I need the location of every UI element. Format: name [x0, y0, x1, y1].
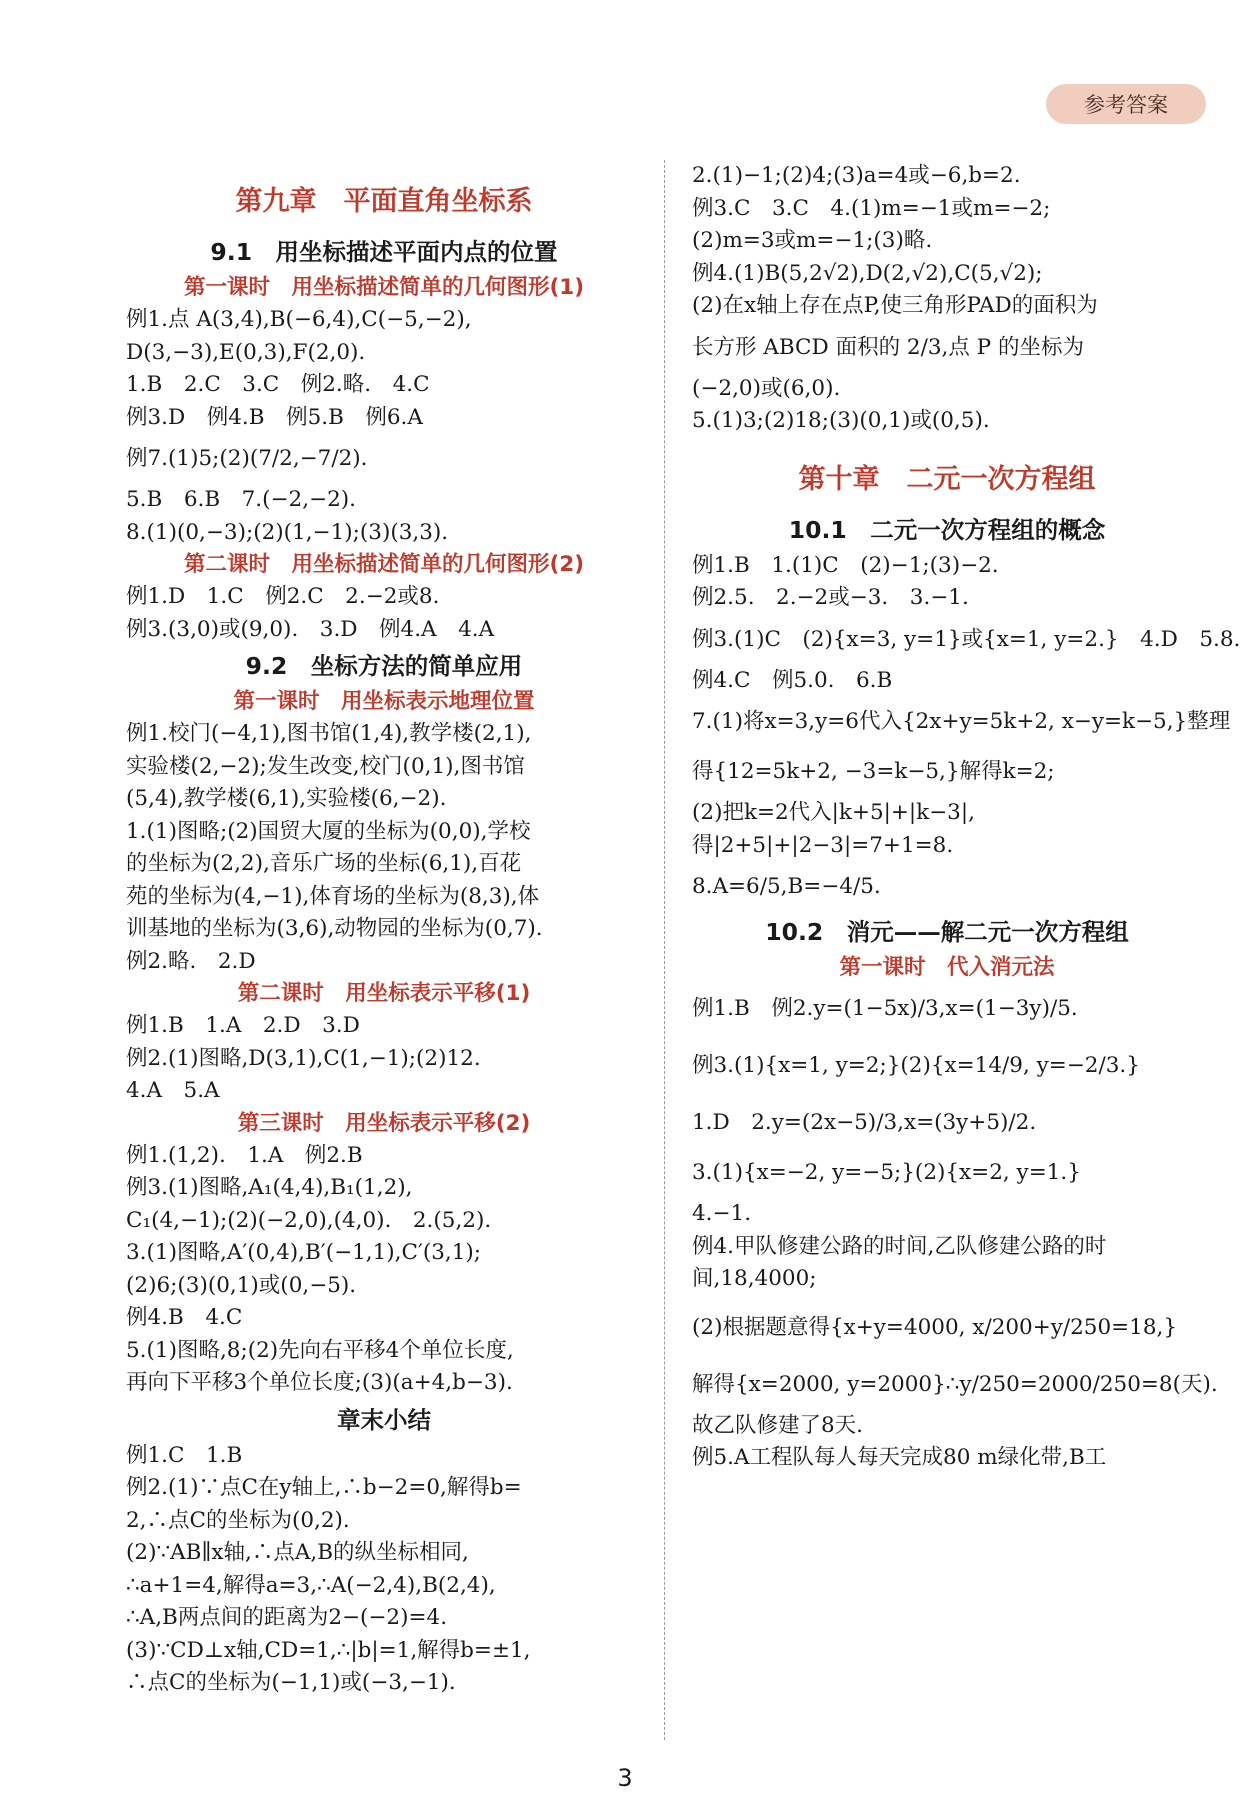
answer-line: (2)根据题意得{x+y=4000, x/200+y/250=18,}: [692, 1314, 1178, 1340]
lesson-title: 第二课时 用坐标描述简单的几何图形(2): [183, 552, 585, 577]
section-9-2-title: 9.2 坐标方法的简单应用: [245, 652, 523, 680]
answer-line: 2.(1)−1;(2)4;(3)a=4或−6,b=2.: [692, 163, 1021, 188]
answer-line: 间,18,4000;: [692, 1266, 817, 1291]
answer-line: 例3.(1){x=1, y=2;}(2){x=14/9, y=−2/3.}: [692, 1053, 1140, 1078]
answer-line: 苑的坐标为(4,−1),体育场的坐标为(8,3),体: [126, 883, 540, 909]
left-column: [126, 160, 642, 1700]
answer-line: ∴点C的坐标为(−1,1)或(−3,−1).: [126, 1670, 456, 1695]
answer-line: 例1.(1,2). 1.A 例2.B: [126, 1142, 363, 1168]
answer-line: (2)把k=2代入|k+5|+|k−3|,: [692, 800, 975, 825]
answer-line: 例4.C 例5.0. 6.B: [692, 667, 893, 693]
answer-line: 1.(1)图略;(2)国贸大厦的坐标为(0,0),学校: [126, 818, 531, 844]
answer-line: 例2.5. 2.−2或−3. 3.−1.: [692, 585, 969, 610]
answer-line: 例2.(1)图略,D(3,1),C(1,−1);(2)12.: [126, 1045, 481, 1071]
answer-line: (2)∵AB∥x轴,∴点A,B的纵坐标相同,: [126, 1540, 469, 1565]
chapter-summary-title: 章末小结: [337, 1405, 431, 1434]
answer-line: 实验楼(2,−2);发生改变,校门(0,1),图书馆: [126, 753, 525, 779]
answer-line: 例1.B 例2.y=(1−5x)/3,x=(1−3y)/5.: [692, 996, 1078, 1021]
answer-line: 例3.(1)C (2){x=3, y=1}或{x=1, y=2.} 4.D 5.8.: [692, 626, 1241, 652]
answer-line: 8.A=6/5,B=−4/5.: [692, 874, 881, 899]
answer-line: (2)在x轴上存在点P,使三角形PAD的面积为: [692, 293, 1098, 318]
answer-line: 例1.C 1.B: [126, 1442, 243, 1468]
answer-line: 解得{x=2000, y=2000}∴y/250=2000/250=8(天).: [692, 1371, 1218, 1397]
answer-line: 再向下平移3个单位长度;(3)(a+4,b−3).: [126, 1370, 513, 1395]
answer-line: ∴A,B两点间的距离为2−(−2)=4.: [126, 1605, 448, 1630]
answer-line: 例3.C 3.C 4.(1)m=−1或m=−2;: [692, 195, 1051, 221]
answer-line: 1.B 2.C 3.C 例2.略. 4.C: [126, 372, 430, 397]
answer-line: 例1.D 1.C 例2.C 2.−2或8.: [126, 584, 440, 609]
answer-line: 例4.(1)B(5,2√2),D(2,√2),C(5,√2);: [692, 260, 1043, 286]
answer-line: (2)6;(3)(0,1)或(0,−5).: [126, 1272, 357, 1298]
answer-key-tag: 参考答案: [1046, 84, 1206, 124]
section-10-1-title: 10.1 二元一次方程组的概念: [788, 515, 1106, 544]
answer-line: 训基地的坐标为(3,6),动物园的坐标为(0,7).: [126, 916, 543, 941]
lesson-title: 第一课时 用坐标表示地理位置: [233, 689, 535, 714]
answer-line: 例3.(1)图略,A₁(4,4),B₁(1,2),: [126, 1175, 413, 1200]
section-10-2-title: 10.2 消元——解二元一次方程组: [765, 918, 1129, 946]
answer-line: (−2,0)或(6,0).: [692, 375, 841, 401]
answer-line: 例1.B 1.A 2.D 3.D: [126, 1013, 360, 1038]
answer-line: 得|2+5|+|2−3|=7+1=8.: [692, 832, 954, 858]
answer-line: 例4.B 4.C: [126, 1305, 243, 1330]
answer-line: 例2.(1)∵点C在y轴上,∴b−2=0,解得b=: [126, 1475, 522, 1500]
answer-line: C₁(4,−1);(2)(−2,0),(4,0). 2.(5,2).: [126, 1207, 492, 1233]
answer-line: 3.(1)图略,A′(0,4),B′(−1,1),C′(3,1);: [126, 1240, 482, 1265]
answer-line: 8.(1)(0,−3);(2)(1,−1);(3)(3,3).: [126, 519, 449, 545]
answer-line: 2,∴点C的坐标为(0,2).: [126, 1507, 350, 1533]
answer-line: ∴a+1=4,解得a=3,∴A(−2,4),B(2,4),: [126, 1572, 496, 1598]
answer-line: 例1.点 A(3,4),B(−6,4),C(−5,−2),: [126, 307, 472, 332]
answer-line: 7.(1)将x=3,y=6代入{2x+y=5k+2, x−y=k−5,}整理: [692, 709, 1231, 734]
answer-line: 例7.(1)5;(2)(7/2,−7/2).: [126, 446, 368, 471]
answer-line: 例3.D 例4.B 例5.B 例6.A: [126, 404, 423, 430]
column-divider: [664, 160, 665, 1740]
lesson-title: 第一课时 用坐标描述简单的几何图形(1): [183, 275, 585, 300]
answer-line: (5,4),教学楼(6,1),实验楼(6,−2).: [126, 786, 447, 811]
right-column: [692, 160, 1241, 1475]
answer-line: (2)m=3或m=−1;(3)略.: [692, 228, 933, 253]
answer-line: 例4.甲队修建公路的时间,乙队修建公路的时: [692, 1233, 1107, 1259]
answer-line: 4.A 5.A: [126, 1078, 220, 1103]
answer-line: 3.(1){x=−2, y=−5;}(2){x=2, y=1.}: [692, 1160, 1081, 1185]
answer-line: 得{12=5k+2, −3=k−5,}解得k=2;: [692, 759, 1055, 784]
answer-line: 5.(1)3;(2)18;(3)(0,1)或(0,5).: [692, 408, 990, 433]
answer-line: 4.−1.: [692, 1201, 752, 1226]
answer-line: (3)∵CD⊥x轴,CD=1,∴|b|=1,解得b=±1,: [126, 1637, 531, 1663]
page-number: 3: [617, 1764, 633, 1792]
answer-line: 例5.A工程队每人每天完成80 m绿化带,B工: [692, 1445, 1107, 1470]
chapter-10-title: 第十章 二元一次方程组: [798, 463, 1096, 495]
answer-line: 5.(1)图略,8;(2)先向右平移4个单位长度,: [126, 1337, 514, 1363]
answer-line: 例2.略. 2.D: [126, 948, 256, 974]
answer-line: 例1.校门(−4,1),图书馆(1,4),教学楼(2,1),: [126, 721, 532, 746]
answer-line: 的坐标为(2,2),音乐广场的坐标(6,1),百花: [126, 851, 522, 876]
chapter-9-title: 第九章 平面直角坐标系: [235, 186, 533, 217]
lesson-title: 第三课时 用坐标表示平移(2): [237, 1110, 531, 1136]
answer-line: 5.B 6.B 7.(−2,−2).: [126, 487, 356, 512]
answer-line: D(3,−3),E(0,3),F(2,0).: [126, 339, 366, 365]
answer-line: 长方形 ABCD 面积的 2/3,点 P 的坐标为: [692, 334, 1084, 360]
answer-line: 故乙队修建了8天.: [692, 1412, 864, 1438]
answer-line: 1.D 2.y=(2x−5)/3,x=(3y+5)/2.: [692, 1110, 1037, 1135]
lesson-title: 第一课时 代入消元法: [839, 955, 1055, 980]
section-9-1-title: 9.1 用坐标描述平面内点的位置: [210, 238, 558, 266]
lesson-title: 第二课时 用坐标表示平移(1): [237, 981, 531, 1006]
answer-line: 例3.(3,0)或(9,0). 3.D 例4.A 4.A: [126, 616, 495, 642]
answer-line: 例1.B 1.(1)C (2)−1;(3)−2.: [692, 552, 999, 578]
